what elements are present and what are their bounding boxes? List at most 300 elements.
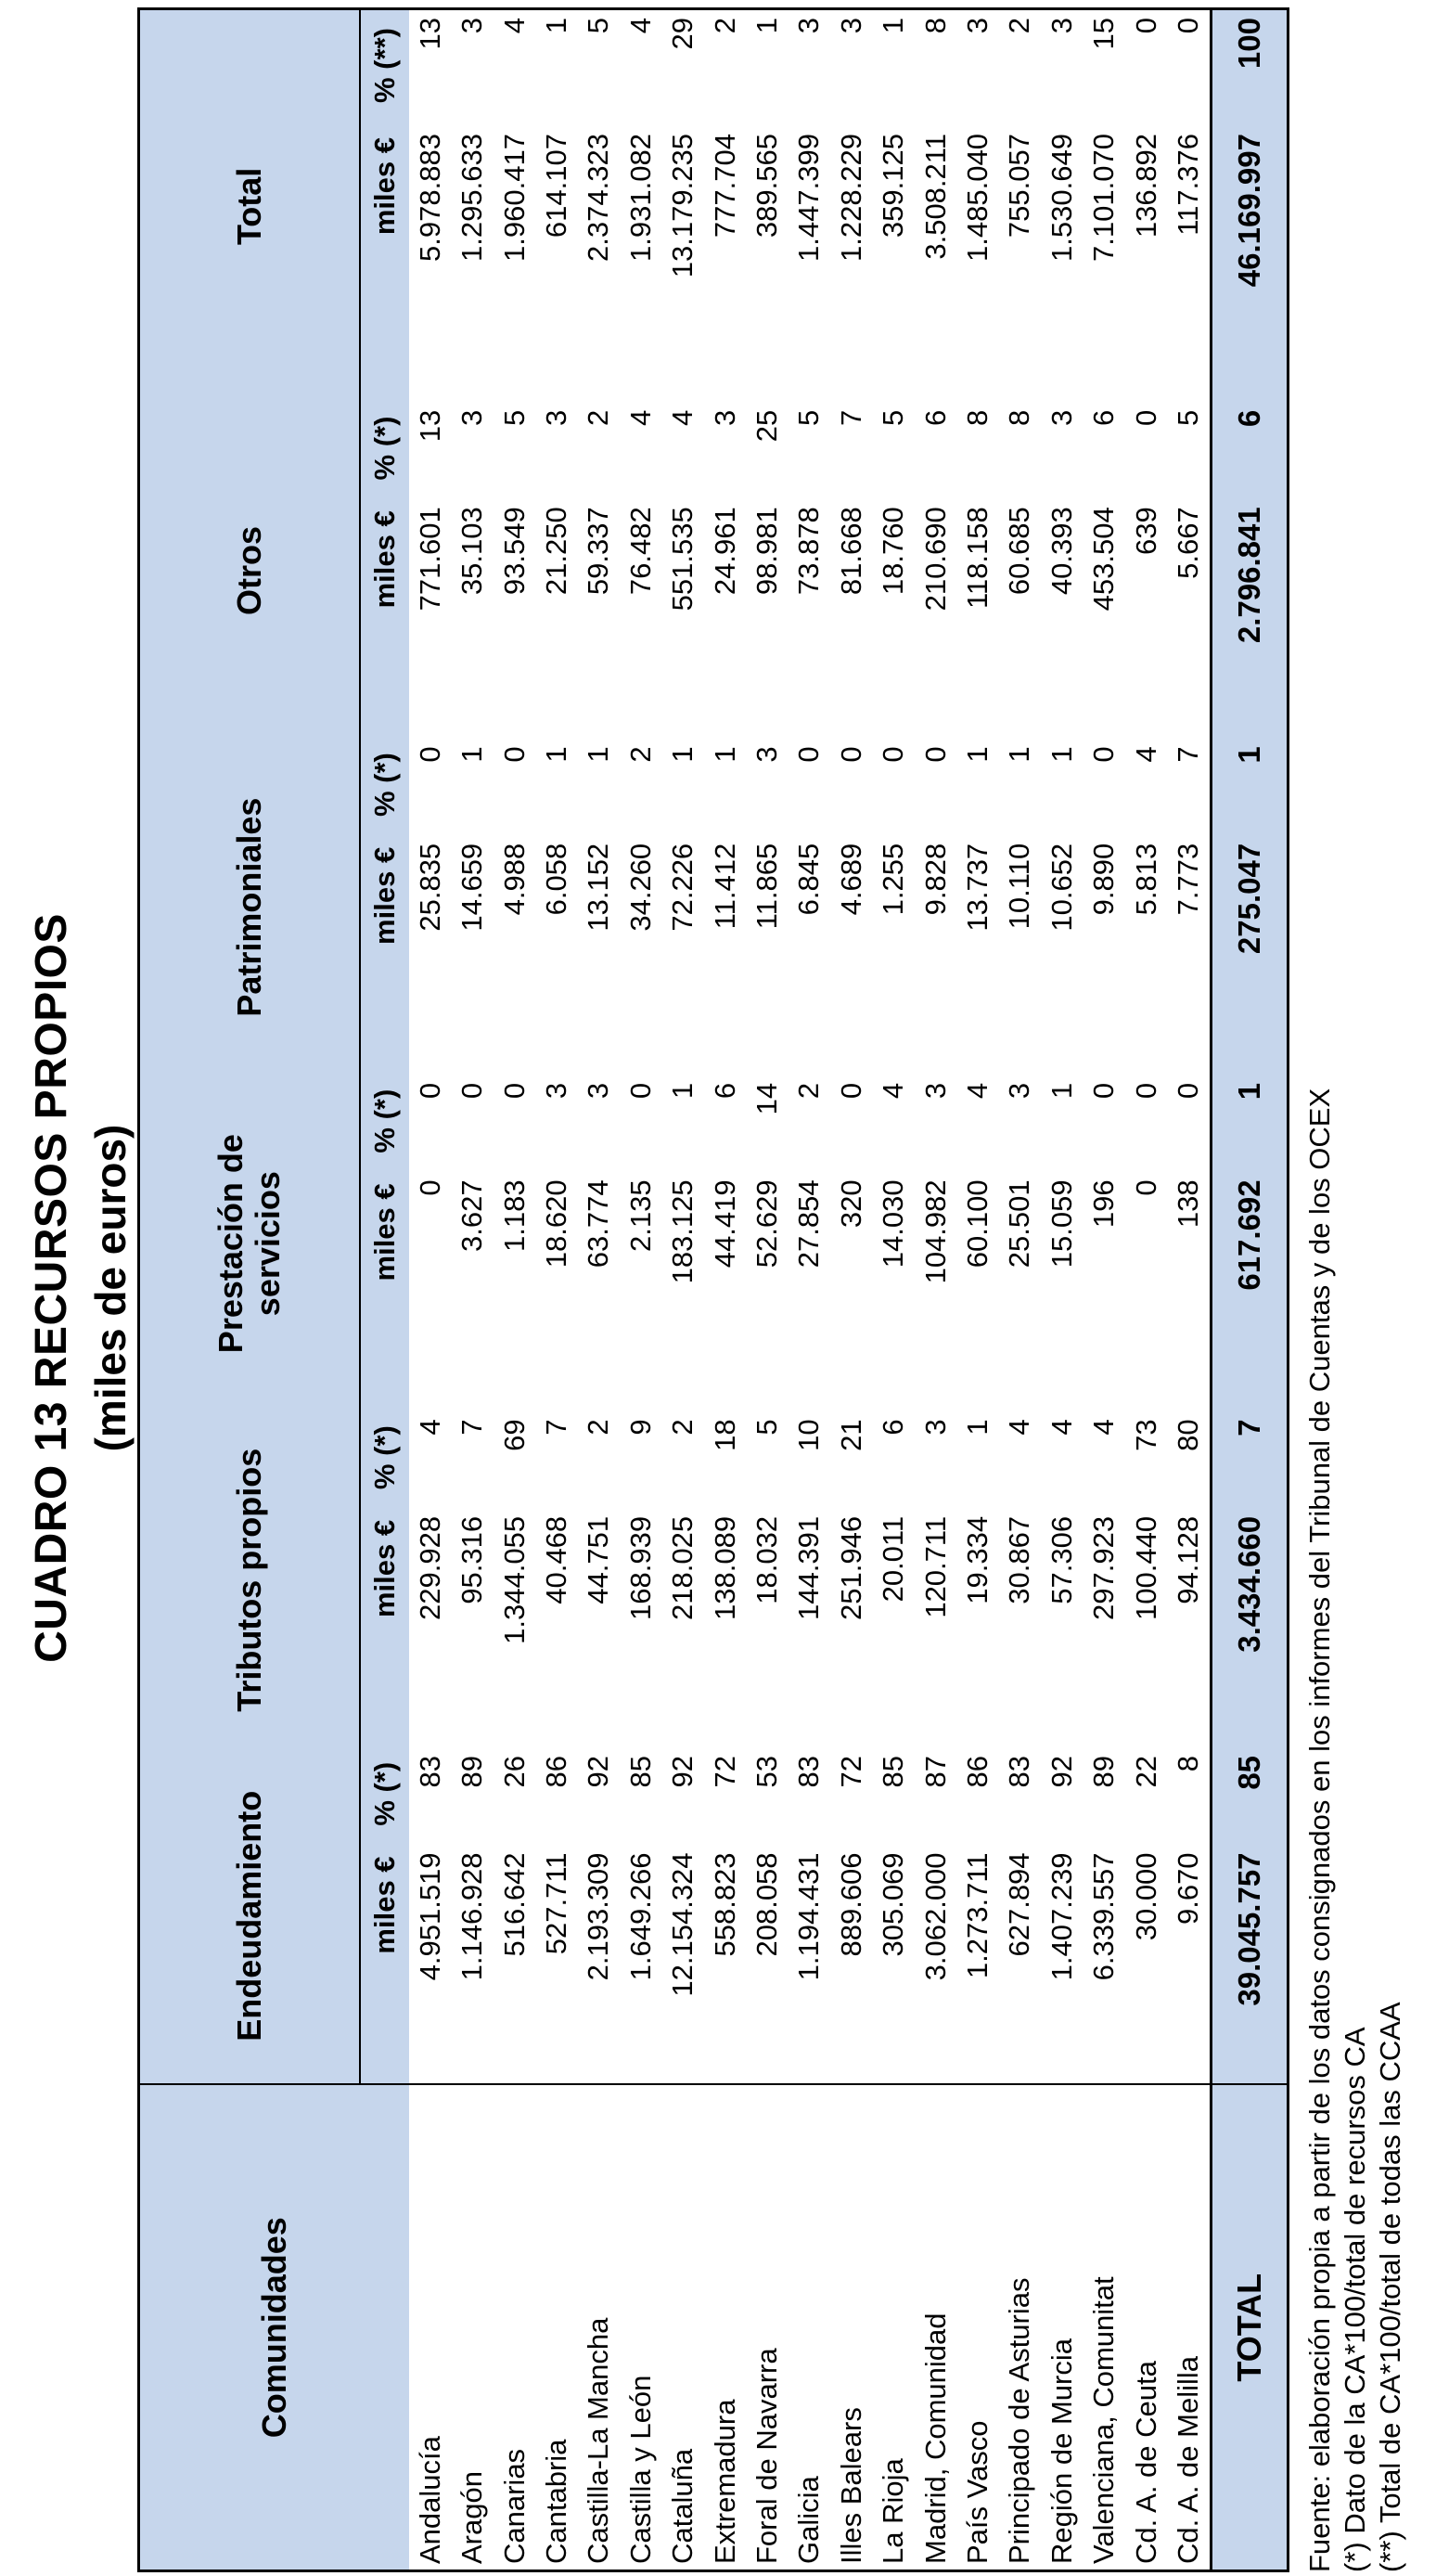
table-cell: 3 bbox=[455, 409, 489, 426]
table-cell: 40.393 bbox=[1045, 507, 1078, 596]
table-cell: 210.690 bbox=[918, 507, 952, 612]
table-cell: 1.255 bbox=[877, 843, 910, 916]
community-name: Castilla y León bbox=[620, 2085, 661, 2571]
subheader-pct-total: % (**) bbox=[360, 9, 409, 122]
table-cell: 11.865 bbox=[750, 843, 783, 930]
table-cell: 1.485.040 bbox=[960, 134, 994, 262]
table-cell: 53 bbox=[750, 1755, 783, 1788]
table-cell: 4 bbox=[877, 1082, 910, 1100]
table-cell: 29 bbox=[666, 18, 699, 50]
table-cell: 25 bbox=[750, 409, 783, 443]
table-row bbox=[409, 9, 451, 2571]
table-cell: 0 bbox=[1172, 1082, 1205, 1100]
table-cell: 5 bbox=[497, 409, 531, 426]
table-row bbox=[451, 9, 493, 2571]
table-cell: 168.939 bbox=[623, 1515, 657, 1620]
table-cell: 30.000 bbox=[1129, 1852, 1162, 1941]
table-cell: 3 bbox=[1003, 1082, 1036, 1100]
subheader-pct: % (*) bbox=[360, 1075, 409, 1167]
header-total: Total bbox=[139, 9, 361, 403]
table-cell: 5 bbox=[1172, 409, 1205, 426]
table-cell: 14.030 bbox=[877, 1179, 910, 1269]
table-cell: 10 bbox=[792, 1419, 826, 1451]
table-cell: 72.226 bbox=[666, 843, 699, 932]
table-cell: 4 bbox=[623, 409, 657, 426]
header-endeudamiento: Endeudamiento bbox=[139, 1748, 361, 2085]
table-cell: 3 bbox=[708, 409, 741, 426]
community-name: Galicia bbox=[789, 2085, 830, 2571]
table-cell: 83 bbox=[792, 1755, 826, 1788]
table-cell: 22 bbox=[1129, 1755, 1162, 1788]
table-cell: 19.334 bbox=[960, 1515, 994, 1604]
table-cell: 92 bbox=[1045, 1755, 1078, 1788]
table-cell: 73 bbox=[1129, 1419, 1162, 1451]
table-cell: 1.407.239 bbox=[1045, 1852, 1078, 1981]
subheader-miles: miles € bbox=[360, 1503, 409, 1748]
table-cell: 4 bbox=[960, 1082, 994, 1100]
community-name: País Vasco bbox=[956, 2085, 998, 2571]
table-cell: 1.228.229 bbox=[834, 134, 867, 262]
table-cell: 0 bbox=[792, 746, 826, 763]
table-cell: 218.025 bbox=[666, 1515, 699, 1620]
table-cell: 13.179.235 bbox=[666, 134, 699, 278]
table-cell: 2.135 bbox=[623, 1179, 657, 1252]
table-cell: 72 bbox=[708, 1755, 741, 1788]
table-cell: 25.835 bbox=[413, 843, 446, 932]
table-cell: 6 bbox=[918, 409, 952, 426]
table-cell: 7 bbox=[834, 409, 867, 426]
table-container bbox=[137, 7, 1289, 2572]
table-cell: 13 bbox=[413, 409, 446, 443]
table-cell: 14.659 bbox=[455, 843, 489, 932]
table-cell: 1 bbox=[582, 746, 615, 763]
table-cell: 0 bbox=[497, 1082, 531, 1100]
table-cell: 1 bbox=[750, 18, 783, 34]
table-cell: 1 bbox=[455, 746, 489, 763]
table-row bbox=[1125, 9, 1167, 2571]
footnotes bbox=[1302, 67, 1408, 2572]
table-cell: 85 bbox=[623, 1755, 657, 1788]
table-cell: 76.482 bbox=[623, 507, 657, 596]
table-cell: 755.057 bbox=[1003, 134, 1036, 238]
table-cell: 73.878 bbox=[792, 507, 826, 596]
table-cell: 13 bbox=[413, 18, 446, 50]
table-row bbox=[915, 9, 956, 2571]
table-cell: 13.737 bbox=[960, 843, 994, 932]
table-cell: 20.011 bbox=[877, 1515, 910, 1603]
header-prestacion: Prestación de servicios bbox=[139, 1075, 361, 1412]
table-cell: 10.110 bbox=[1003, 843, 1036, 930]
table-cell: 57.306 bbox=[1045, 1515, 1078, 1604]
table-cell: 60.685 bbox=[1003, 507, 1036, 596]
table-cell: 138.089 bbox=[708, 1515, 741, 1620]
community-name: Cantabria bbox=[535, 2085, 577, 2571]
table-cell: 614.107 bbox=[539, 134, 572, 238]
table-cell: 8 bbox=[1003, 409, 1036, 426]
table-cell: 0 bbox=[877, 746, 910, 763]
table-cell: 98.981 bbox=[750, 507, 783, 596]
community-name: Andalucía bbox=[409, 2085, 451, 2571]
table-cell: 18 bbox=[708, 1419, 741, 1451]
table-cell: 3 bbox=[1045, 409, 1078, 426]
table-cell: 3 bbox=[539, 409, 572, 426]
subheader-miles: miles € bbox=[360, 831, 409, 1075]
table-cell: 889.606 bbox=[834, 1852, 867, 1957]
table-row bbox=[661, 9, 703, 2571]
footnote-single-asterisk: (*) Dato de la CA*100/total de recursos CA bbox=[1339, 2027, 1371, 2572]
table-cell: 14 bbox=[750, 1082, 783, 1115]
table-row bbox=[620, 9, 661, 2571]
table-cell: 1.183 bbox=[497, 1179, 531, 1252]
table-cell: 1 bbox=[960, 1419, 994, 1436]
table-cell: 777.704 bbox=[708, 134, 741, 238]
table-cell: 1 bbox=[708, 746, 741, 763]
table-cell: 7 bbox=[455, 1419, 489, 1436]
table-cell: 80 bbox=[1172, 1419, 1205, 1451]
table-row bbox=[999, 9, 1041, 2571]
table-cell: 1.344.055 bbox=[497, 1515, 531, 1644]
table-cell: 3 bbox=[582, 1082, 615, 1100]
table-cell: 24.961 bbox=[708, 507, 741, 596]
header-comunidades: Comunidades bbox=[139, 2085, 410, 2571]
table-cell: 320 bbox=[834, 1179, 867, 1229]
table-cell: 89 bbox=[455, 1755, 489, 1788]
table-cell: 3 bbox=[539, 1082, 572, 1100]
table-cell: 1 bbox=[539, 18, 572, 34]
total-cell: 100 bbox=[1212, 9, 1289, 122]
table-cell: 104.982 bbox=[918, 1179, 952, 1284]
subheader-pct: % (*) bbox=[360, 1411, 409, 1503]
table-cell: 52.629 bbox=[750, 1179, 783, 1269]
table-cell: 2 bbox=[582, 1419, 615, 1436]
community-name: Foral de Navarra bbox=[746, 2085, 788, 2571]
table-cell: 3.508.211 bbox=[918, 134, 952, 260]
total-cell: 1 bbox=[1212, 1075, 1289, 1167]
table-cell: 9.828 bbox=[918, 843, 952, 916]
table-cell: 3 bbox=[1045, 18, 1078, 34]
table-cell: 18.032 bbox=[750, 1515, 783, 1604]
table-cell: 21 bbox=[834, 1419, 867, 1451]
table-cell: 516.642 bbox=[497, 1852, 531, 1957]
table-row bbox=[746, 9, 788, 2571]
table-row bbox=[704, 9, 746, 2571]
table-cell: 94.128 bbox=[1172, 1515, 1205, 1604]
table-cell: 92 bbox=[582, 1755, 615, 1788]
table-cell: 453.504 bbox=[1087, 507, 1121, 612]
table-row bbox=[578, 9, 620, 2571]
table-body bbox=[409, 9, 1212, 2571]
table-cell: 4 bbox=[1087, 1419, 1121, 1436]
table-cell: 0 bbox=[413, 1082, 446, 1100]
table-cell: 21.250 bbox=[539, 507, 572, 596]
table-cell: 1 bbox=[666, 1082, 699, 1100]
table-row bbox=[1083, 9, 1125, 2571]
table-cell: 0 bbox=[834, 746, 867, 763]
table-cell: 2 bbox=[708, 18, 741, 34]
community-name: La Rioja bbox=[872, 2085, 914, 2571]
table-cell: 0 bbox=[1129, 409, 1162, 426]
table-cell: 0 bbox=[1129, 1179, 1162, 1196]
table-cell: 1.273.711 bbox=[960, 1852, 994, 1979]
table-row bbox=[872, 9, 914, 2571]
table-cell: 4.689 bbox=[834, 843, 867, 916]
total-cell: 85 bbox=[1212, 1748, 1289, 1840]
community-name: Cd. A. de Melilla bbox=[1167, 2085, 1211, 2571]
table-cell: 60.100 bbox=[960, 1179, 994, 1269]
subheader-miles: miles € bbox=[360, 494, 409, 739]
table-cell: 136.892 bbox=[1129, 134, 1162, 238]
table-row bbox=[789, 9, 830, 2571]
community-name: Extremadura bbox=[704, 2085, 746, 2571]
table-cell: 0 bbox=[623, 1082, 657, 1100]
table-cell: 8 bbox=[918, 18, 952, 34]
table-row bbox=[1167, 9, 1211, 2571]
table-cell: 4.951.519 bbox=[413, 1852, 446, 1981]
table-cell: 9.670 bbox=[1172, 1852, 1205, 1926]
table-cell: 359.125 bbox=[877, 134, 910, 238]
community-name: Cd. A. de Ceuta bbox=[1125, 2085, 1167, 2571]
table-cell: 86 bbox=[539, 1755, 572, 1788]
table-subtitle: (miles de euros) bbox=[86, 1124, 135, 1452]
table-cell: 3 bbox=[792, 18, 826, 34]
community-name: Valenciana, Comunitat bbox=[1083, 2085, 1125, 2571]
total-label: TOTAL bbox=[1212, 2085, 1289, 2571]
subheader-pct: % (*) bbox=[360, 403, 409, 495]
community-name: Madrid, Comunidad bbox=[915, 2085, 956, 2571]
table-cell: 3.062.000 bbox=[918, 1852, 952, 1981]
table-cell: 4 bbox=[1045, 1419, 1078, 1436]
table-cell: 0 bbox=[455, 1082, 489, 1100]
table-cell: 89 bbox=[1087, 1755, 1121, 1788]
total-cell: 46.169.997 bbox=[1212, 121, 1289, 403]
table-cell: 2.374.323 bbox=[582, 134, 615, 262]
table-cell: 0 bbox=[1087, 1082, 1121, 1100]
table-row bbox=[956, 9, 998, 2571]
table-cell: 95.316 bbox=[455, 1515, 489, 1604]
subheader-pct: % (*) bbox=[360, 1748, 409, 1840]
table-cell: 69 bbox=[497, 1419, 531, 1451]
table-cell: 72 bbox=[834, 1755, 867, 1788]
table-cell: 7.773 bbox=[1172, 843, 1205, 916]
table-cell: 83 bbox=[1003, 1755, 1036, 1788]
header-tributos: Tributos propios bbox=[139, 1411, 361, 1748]
table-cell: 5 bbox=[582, 18, 615, 34]
table-cell: 639 bbox=[1129, 507, 1162, 555]
table-cell: 0 bbox=[1087, 746, 1121, 763]
table-row bbox=[494, 9, 535, 2571]
table-cell: 35.103 bbox=[455, 507, 489, 596]
table-cell: 3 bbox=[455, 18, 489, 34]
header-otros: Otros bbox=[139, 403, 361, 740]
total-row bbox=[1212, 9, 1289, 2571]
source-note: Fuente: elaboración propia a partir de los datos consignados en los informes del Tribunal de Cuentas y de los OCEX bbox=[1303, 1088, 1336, 2572]
table-cell: 81.668 bbox=[834, 507, 867, 596]
community-name: Illes Balears bbox=[830, 2085, 872, 2571]
table-cell: 9 bbox=[623, 1419, 657, 1436]
table-cell: 2 bbox=[623, 746, 657, 763]
table-cell: 1.194.431 bbox=[792, 1852, 826, 1981]
table-cell: 305.069 bbox=[877, 1852, 910, 1957]
table-cell: 4 bbox=[413, 1419, 446, 1436]
table-cell: 0 bbox=[497, 746, 531, 763]
table-cell: 6 bbox=[1087, 409, 1121, 426]
table-cell: 7 bbox=[1172, 746, 1205, 763]
subheader-miles: miles € bbox=[360, 1839, 409, 2084]
table-cell: 6 bbox=[877, 1419, 910, 1436]
table-cell: 183.125 bbox=[666, 1179, 699, 1284]
community-name: Región de Murcia bbox=[1041, 2085, 1083, 2571]
table-cell: 2 bbox=[1003, 18, 1036, 34]
total-cell: 275.047 bbox=[1212, 831, 1289, 1075]
table-cell: 15.059 bbox=[1045, 1179, 1078, 1269]
table-cell: 0 bbox=[413, 746, 446, 763]
table-cell: 4.988 bbox=[497, 843, 531, 916]
table-cell: 4 bbox=[623, 18, 657, 34]
table-cell: 3 bbox=[918, 1419, 952, 1436]
table-cell: 138 bbox=[1172, 1179, 1205, 1229]
table-cell: 44.751 bbox=[582, 1515, 615, 1604]
total-cell: 617.692 bbox=[1212, 1166, 1289, 1411]
table-cell: 83 bbox=[413, 1755, 446, 1788]
table-cell: 3 bbox=[960, 18, 994, 34]
table-cell: 1.931.082 bbox=[623, 134, 657, 262]
table-cell: 1.960.417 bbox=[497, 134, 531, 262]
table-cell: 229.928 bbox=[413, 1515, 446, 1620]
table-cell: 1 bbox=[960, 746, 994, 763]
resources-table bbox=[137, 7, 1289, 2572]
table-cell: 34.260 bbox=[623, 843, 657, 932]
table-cell: 2 bbox=[666, 1419, 699, 1436]
community-name: Canarias bbox=[494, 2085, 535, 2571]
table-cell: 6.058 bbox=[539, 843, 572, 916]
table-cell: 0 bbox=[1172, 18, 1205, 34]
table-cell: 527.711 bbox=[539, 1852, 572, 1955]
table-cell: 4 bbox=[1003, 1419, 1036, 1436]
table-cell: 771.601 bbox=[413, 507, 446, 612]
total-cell: 1 bbox=[1212, 739, 1289, 831]
table-row bbox=[830, 9, 872, 2571]
table-cell: 1 bbox=[1045, 746, 1078, 763]
table-cell: 86 bbox=[960, 1755, 994, 1788]
table-cell: 18.620 bbox=[539, 1179, 572, 1269]
community-name: Principado de Asturias bbox=[999, 2085, 1041, 2571]
community-name: Aragón bbox=[451, 2085, 493, 2571]
table-cell: 558.823 bbox=[708, 1852, 741, 1957]
table-cell: 627.894 bbox=[1003, 1852, 1036, 1957]
table-cell: 59.337 bbox=[582, 507, 615, 596]
table-cell: 4 bbox=[1129, 746, 1162, 763]
table-cell: 208.058 bbox=[750, 1852, 783, 1957]
table-cell: 1.447.399 bbox=[792, 134, 826, 262]
table-cell: 5.667 bbox=[1172, 507, 1205, 579]
footnote-double-asterisk: (**) Total de CA*100/total de todas las CCAA bbox=[1374, 2002, 1406, 2572]
table-cell: 1.649.266 bbox=[623, 1852, 657, 1981]
table-cell: 3 bbox=[834, 18, 867, 34]
table-cell: 0 bbox=[918, 746, 952, 763]
table-cell: 1.146.928 bbox=[455, 1852, 489, 1981]
total-cell: 39.045.757 bbox=[1212, 1839, 1289, 2084]
table-cell: 0 bbox=[413, 1179, 446, 1196]
table-cell: 44.419 bbox=[708, 1179, 741, 1269]
table-cell: 117.376 bbox=[1172, 134, 1205, 236]
subheader-miles: miles € bbox=[360, 1166, 409, 1411]
table-cell: 0 bbox=[1129, 18, 1162, 34]
table-cell: 8 bbox=[1172, 1755, 1205, 1772]
community-name: Cataluña bbox=[661, 2085, 703, 2571]
table-cell: 2.193.309 bbox=[582, 1852, 615, 1981]
table-cell: 18.760 bbox=[877, 507, 910, 596]
table-cell: 30.867 bbox=[1003, 1515, 1036, 1604]
table-cell: 3 bbox=[918, 1082, 952, 1100]
table-cell: 251.946 bbox=[834, 1515, 867, 1620]
table-cell: 100.440 bbox=[1129, 1515, 1162, 1620]
table-cell: 63.774 bbox=[582, 1179, 615, 1269]
table-cell: 0 bbox=[1129, 1082, 1162, 1100]
table-cell: 120.711 bbox=[918, 1515, 952, 1618]
table-cell: 3 bbox=[750, 746, 783, 763]
table-cell: 6 bbox=[708, 1082, 741, 1100]
table-cell: 5 bbox=[792, 409, 826, 426]
table-cell: 6.339.557 bbox=[1087, 1852, 1121, 1981]
table-cell: 196 bbox=[1087, 1179, 1121, 1229]
table-cell: 12.154.324 bbox=[666, 1852, 699, 1997]
total-cell: 6 bbox=[1212, 403, 1289, 495]
table-row bbox=[1041, 9, 1083, 2571]
table-cell: 1 bbox=[539, 746, 572, 763]
table-cell: 87 bbox=[918, 1755, 952, 1788]
table-cell: 6.845 bbox=[792, 843, 826, 916]
table-cell: 1.295.633 bbox=[455, 134, 489, 262]
table-cell: 1 bbox=[1003, 746, 1036, 763]
table-cell: 13.152 bbox=[582, 843, 615, 932]
total-cell: 3.434.660 bbox=[1212, 1503, 1289, 1748]
table-cell: 27.854 bbox=[792, 1179, 826, 1269]
table-cell: 9.890 bbox=[1087, 843, 1121, 916]
table-cell: 4 bbox=[666, 409, 699, 426]
table-cell: 2 bbox=[792, 1082, 826, 1100]
table-cell: 551.535 bbox=[666, 507, 699, 612]
table-cell: 11.412 bbox=[708, 843, 741, 930]
table-cell: 1 bbox=[877, 18, 910, 34]
table-cell: 93.549 bbox=[497, 507, 531, 596]
table-cell: 118.158 bbox=[960, 507, 994, 610]
table-cell: 3.627 bbox=[455, 1179, 489, 1252]
total-cell: 7 bbox=[1212, 1411, 1289, 1503]
table-cell: 40.468 bbox=[539, 1515, 572, 1604]
table-cell: 92 bbox=[666, 1755, 699, 1788]
table-cell: 25.501 bbox=[1003, 1179, 1036, 1269]
table-cell: 0 bbox=[834, 1082, 867, 1100]
table-cell: 7.101.070 bbox=[1087, 134, 1121, 262]
table-row bbox=[535, 9, 577, 2571]
table-cell: 2 bbox=[582, 409, 615, 426]
table-cell: 5.813 bbox=[1129, 843, 1162, 916]
table-cell: 7 bbox=[539, 1419, 572, 1436]
table-cell: 15 bbox=[1087, 18, 1121, 50]
subheader-miles: miles € bbox=[360, 121, 409, 403]
total-cell: 2.796.841 bbox=[1212, 494, 1289, 739]
table-cell: 389.565 bbox=[750, 134, 783, 238]
table-title: CUADRO 13 RECURSOS PROPIOS bbox=[27, 913, 76, 1663]
table-cell: 5 bbox=[877, 409, 910, 426]
table-cell: 5 bbox=[750, 1419, 783, 1436]
table-cell: 1 bbox=[1045, 1082, 1078, 1100]
table-cell: 1 bbox=[666, 746, 699, 763]
table-cell: 297.923 bbox=[1087, 1515, 1121, 1620]
table-cell: 10.652 bbox=[1045, 843, 1078, 932]
subheader-pct: % (*) bbox=[360, 739, 409, 831]
table-cell: 8 bbox=[960, 409, 994, 426]
